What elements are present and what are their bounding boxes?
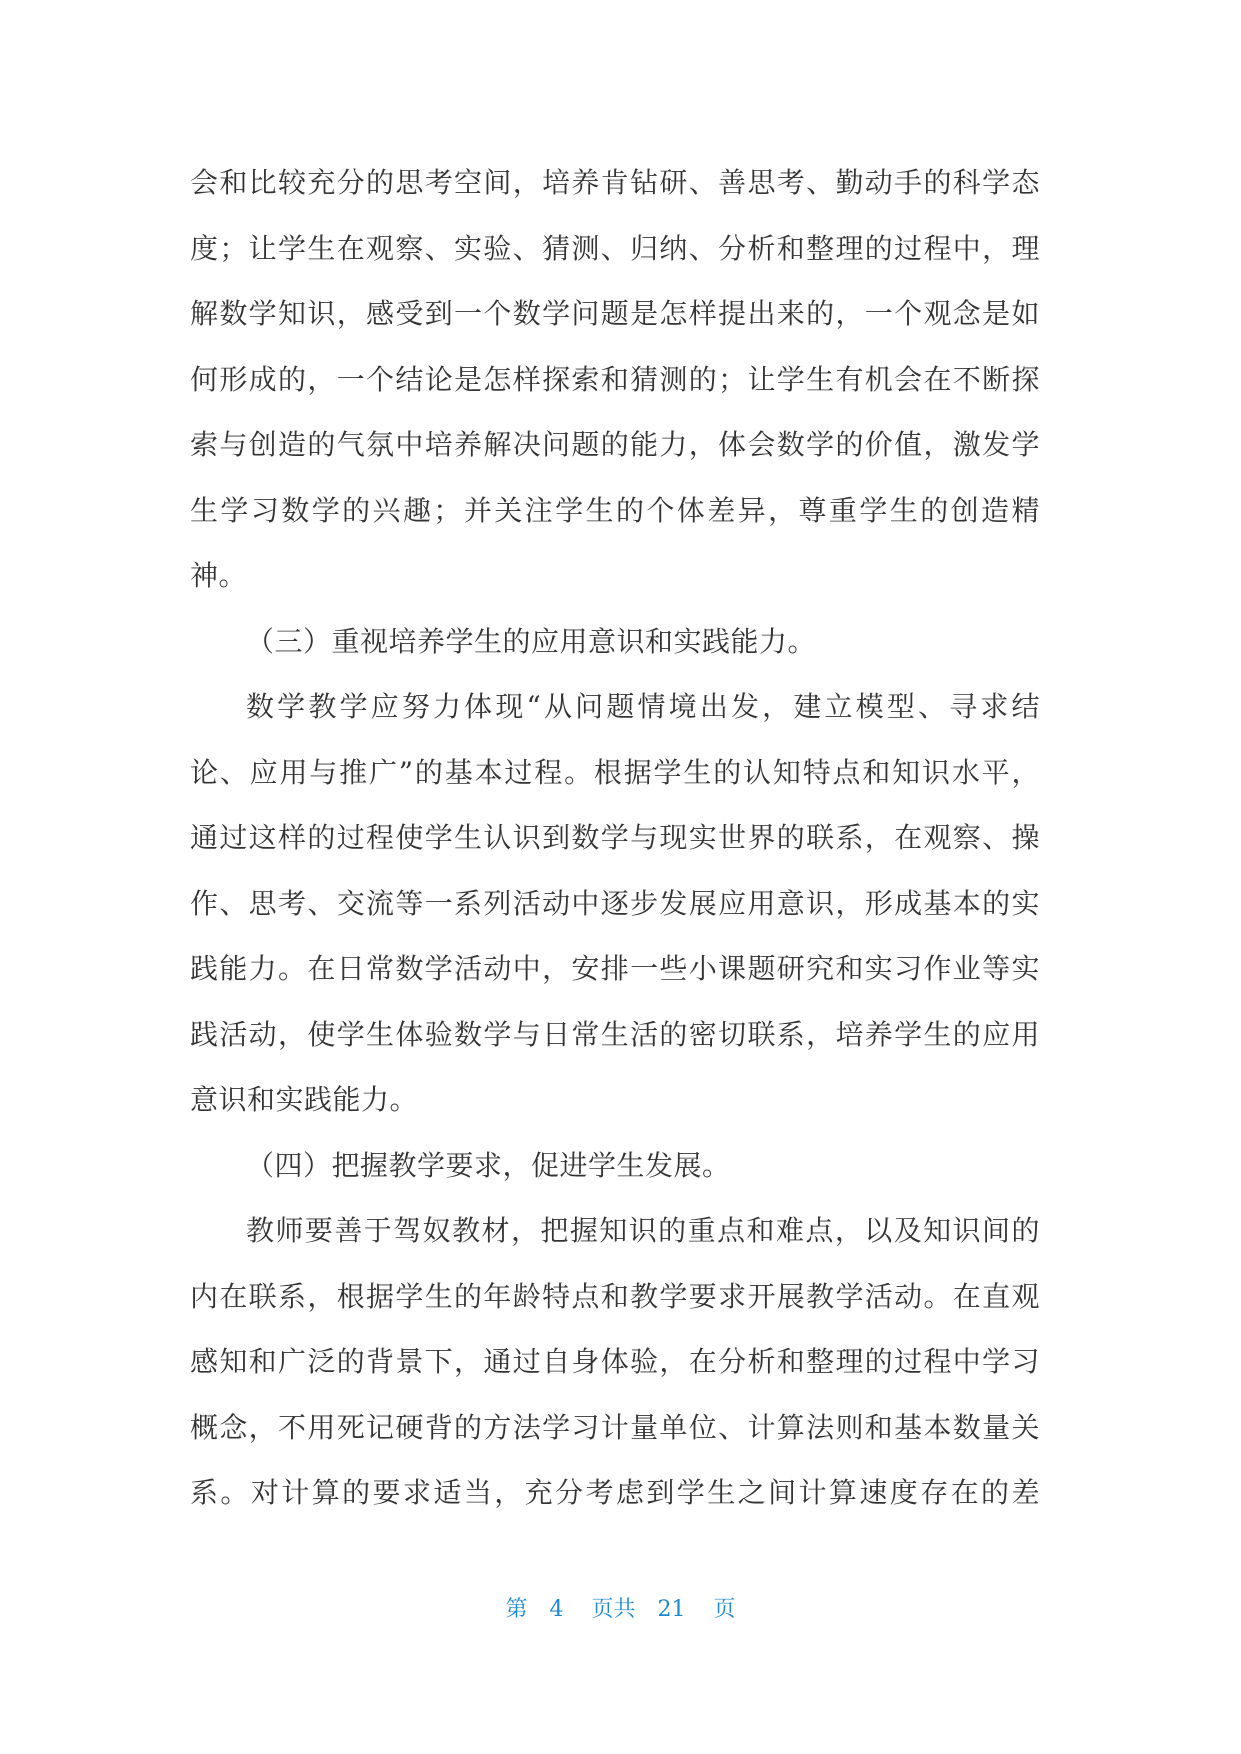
footer-di: 第 [505, 1597, 528, 1622]
text-line: 解数学知识，感受到一个数学问题是怎样提出来的，一个观念是如 [190, 297, 1040, 330]
text-line: 生学习数学的兴趣；并关注学生的个体差异，尊重学生的创造精 [190, 493, 1040, 527]
text-line: 数学教学应努力体现“从问题情境出发，建立模型、寻求结 [246, 690, 1040, 723]
text-line: 何形成的，一个结论是怎样探索和猜测的；让学生有机会在不断探 [190, 362, 1040, 396]
footer-page-number: 4 [549, 1597, 564, 1622]
text-line: 践能力。在日常数学活动中，安排一些小课题研究和实习作业等实 [190, 952, 1040, 985]
text-line: 感知和广泛的背景下，通过自身体验，在分析和整理的过程中学习 [190, 1345, 1040, 1378]
document-body [190, 150, 1040, 1526]
text-line: 作、思考、交流等一系列活动中逐步发展应用意识，形成基本的实 [190, 886, 1040, 920]
text-line: 度；让学生在观察、实验、猜测、归纳、分析和整理的过程中，理 [190, 231, 1040, 265]
section-heading: （四）把握教学要求，促进学生发展。 [246, 1148, 731, 1182]
text-line: 通过这样的过程使学生认识到数学与现实世界的联系，在观察、操 [190, 821, 1040, 854]
text-line: 论、应用与推广”的基本过程。根据学生的认知特点和知识水平， [190, 755, 1040, 789]
text-line: 践活动，使学生体验数学与日常生活的密切联系，培养学生的应用 [190, 1017, 1040, 1051]
footer-ye: 页 [713, 1597, 736, 1622]
footer-ye-gong: 页共 [591, 1597, 636, 1622]
section-heading: （三）重视培养学生的应用意识和实践能力。 [246, 624, 817, 658]
text-line: 概念，不用死记硬背的方法学习计量单位、计算法则和基本数量关 [190, 1410, 1040, 1444]
text-line: 意识和实践能力。 [190, 1083, 419, 1116]
text-line: 内在联系，根据学生的年龄特点和教学要求开展教学活动。在直观 [190, 1279, 1040, 1313]
footer-total-pages: 21 [657, 1597, 686, 1622]
text-line: 会和比较充分的思考空间，培养肯钻研、善思考、勤动手的科学态 [190, 166, 1040, 199]
text-line: 神。 [190, 559, 248, 592]
page-footer [0, 1592, 1241, 1623]
text-line: 索与创造的气氛中培养解决问题的能力，体会数学的价值，激发学 [190, 428, 1040, 461]
text-line: 系。对计算的要求适当，充分考虑到学生之间计算速度存在的差 [190, 1476, 1040, 1509]
text-line: 教师要善于驾奴教材，把握知识的重点和难点，以及知识间的 [246, 1214, 1040, 1247]
